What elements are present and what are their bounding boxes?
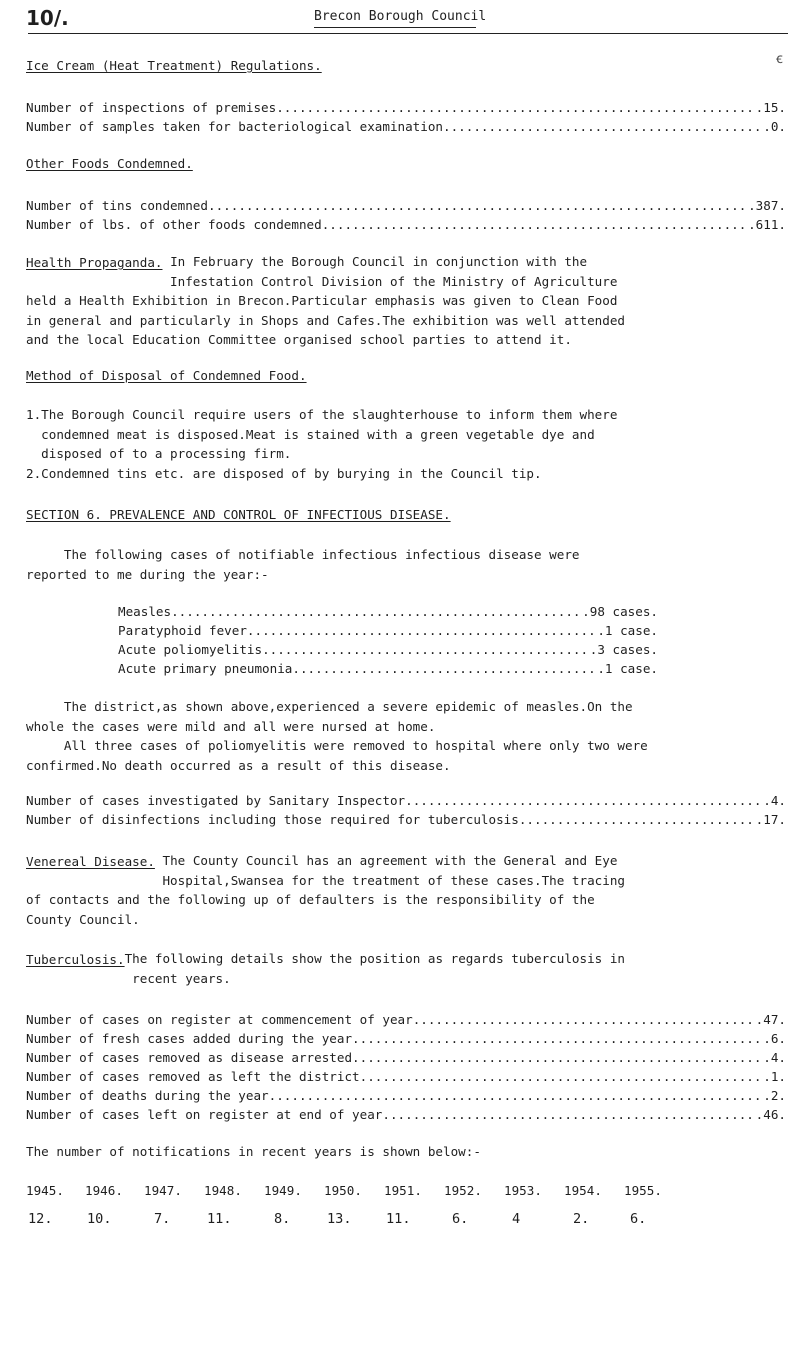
page-header-title: Brecon Borough Council	[314, 9, 487, 24]
ice-cream-row: Number of inspections of premises ..... .15.	[26, 102, 786, 115]
year-label: 1948.	[204, 1183, 242, 1198]
disease-row: Measles ..... .98 cases.	[118, 606, 658, 619]
header-rule	[28, 33, 788, 34]
section-6-intro: The following cases of notifiable infectious infectious disease were reported to me during the year:-	[26, 547, 580, 582]
count-value: 6.	[630, 1211, 647, 1227]
disease-row: Paratyphoid fever ..... .1 case.	[118, 625, 658, 638]
year-label: 1946.	[85, 1183, 123, 1198]
disposal-text: 1.The Borough Council require users of the slaughterhouse to inform them where condemned meat is disposed.Meat is stained with a green vegetable dye and disposed of to a processing firm. 2.Condemned tins etc. are disposed of by burying in the Council tip.	[26, 407, 618, 481]
health-propaganda-text: In February the Borough Council in conjunction with the Infestation Control Division of the Ministry of Agriculture held a Health Exhibition in Brecon.Particular emphasis was given to Clean Food in general and particularly in Shops and Cafes.The exhibition was well attended and the local Education Committee organised school parties to attend it.	[26, 254, 625, 348]
tb-row: Number of cases left on register at end of year ..... .46.	[26, 1109, 786, 1122]
year-label: 1953.	[504, 1183, 542, 1198]
count-value: 4	[512, 1211, 521, 1227]
year-label: 1949.	[264, 1183, 302, 1198]
tuberculosis-text: The following details show the position as regards tuberculosis in recent years.	[26, 951, 625, 986]
year-label: 1950.	[324, 1183, 362, 1198]
ice-cream-row: Number of samples taken for bacteriological examination ..... .0.	[26, 121, 786, 134]
page-number: 10/.	[26, 6, 69, 30]
venereal-heading: Venereal Disease.	[26, 854, 155, 869]
tb-row: Number of cases removed as left the district ..... .1.	[26, 1071, 786, 1084]
year-label: 1954.	[564, 1183, 602, 1198]
tb-row: Number of deaths during the year ..... .2.	[26, 1090, 786, 1103]
tb-row: Number of cases on register at commencement of year ..... .47.	[26, 1014, 786, 1027]
notifications-intro: The number of notifications in recent years is shown below:-	[26, 1144, 481, 1159]
other-foods-heading: Other Foods Condemned.	[26, 156, 193, 171]
tb-row: Number of cases removed as disease arrested ..... .4.	[26, 1052, 786, 1065]
other-foods-row: Number of lbs. of other foods condemned. ..... .611.	[26, 219, 786, 232]
count-value: 11.	[386, 1211, 411, 1227]
count-value: 12.	[28, 1211, 53, 1227]
investigation-row: Number of cases investigated by Sanitary Inspector ..... .4.	[26, 795, 786, 808]
measles-discussion: The district,as shown above,experienced a severe epidemic of measles.On the whole the cases were mild and all were nursed at home. All three cases of poliomyelitis were removed to hospital where only two were confirmed.No death occurred as a result of this disease.	[26, 699, 648, 773]
count-value: 6.	[452, 1211, 469, 1227]
count-value: 11.	[207, 1211, 232, 1227]
tuberculosis-heading: Tuberculosis.	[26, 952, 125, 967]
count-value: 8.	[274, 1211, 291, 1227]
corner-mark: ꞓ	[776, 51, 783, 67]
count-value: 7.	[154, 1211, 171, 1227]
tb-row: Number of fresh cases added during the year ..... .6.	[26, 1033, 786, 1046]
section-6-heading: SECTION 6. PREVALENCE AND CONTROL OF INFECTIOUS DISEASE.	[26, 507, 451, 522]
header-underline	[314, 27, 476, 28]
year-label: 1945.	[26, 1183, 64, 1198]
disease-row: Acute poliomyelitis ..... .3 cases.	[118, 644, 658, 657]
year-label: 1955.	[624, 1183, 662, 1198]
year-label: 1947.	[144, 1183, 182, 1198]
count-value: 13.	[327, 1211, 352, 1227]
other-foods-row: Number of tins condemned ..... .387.	[26, 200, 786, 213]
count-value: 10.	[87, 1211, 112, 1227]
ice-cream-heading: Ice Cream (Heat Treatment) Regulations.	[26, 58, 322, 73]
year-label: 1952.	[444, 1183, 482, 1198]
year-label: 1951.	[384, 1183, 422, 1198]
investigation-row: Number of disinfections including those required for tuberculosis ..... .17.	[26, 814, 786, 827]
health-propaganda-heading: Health Propaganda.	[26, 255, 163, 270]
count-value: 2.	[573, 1211, 590, 1227]
venereal-text: The County Council has an agreement with the General and Eye Hospital,Swansea for the treatment of these cases.The tracing of contacts and the following up of defaulters is the responsibility of the County Council.	[26, 853, 625, 927]
disposal-heading: Method of Disposal of Condemned Food.	[26, 368, 307, 383]
disease-row: Acute primary pneumonia ..... .1 case.	[118, 663, 658, 676]
